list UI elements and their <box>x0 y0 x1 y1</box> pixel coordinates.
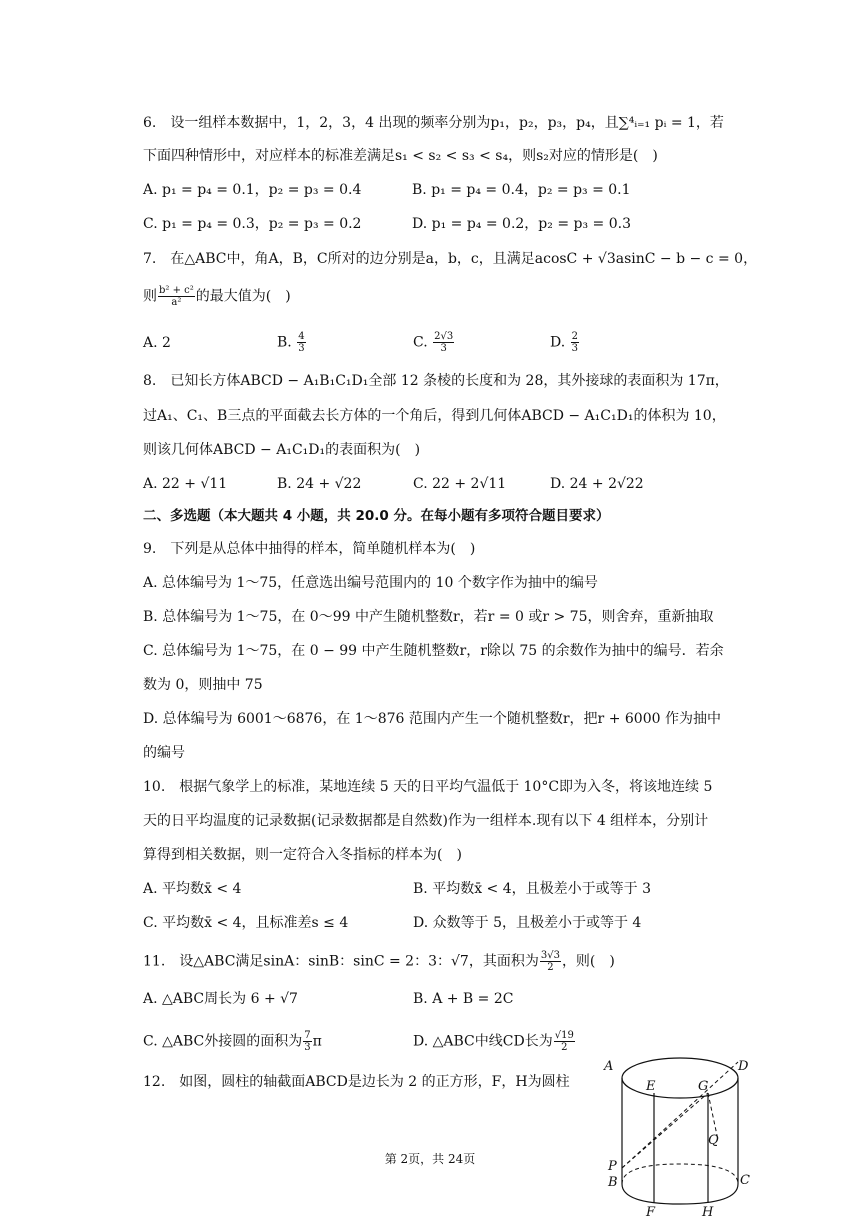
q7-line1: 7. 在△ABC中，角A，B，C所对的边分别是a，b，c，且满足acosC + √3asinC − b − c = 0， <box>143 251 758 267</box>
q11-option-c <box>143 1030 322 1053</box>
q11-option-c-frac <box>303 1030 311 1053</box>
q7-option-d-den: 3 <box>571 343 579 354</box>
q7-line2-post: 的最大值为( ) <box>195 288 291 305</box>
q11-option-c-post: π <box>312 1033 322 1050</box>
q7-option-b-num: 4 <box>298 331 305 342</box>
q11-line1-post: ，则( ) <box>561 953 615 970</box>
q7-option-b <box>277 331 307 354</box>
q9-option-a: A. 总体编号为 1～75，任意选出编号范围内的 10 个数字作为抽中的编号 <box>143 575 598 591</box>
q7-line2 <box>143 285 291 308</box>
q12-line1: 12. 如图，圆柱的轴截面ABCD是边长为 2 的正方形，F，H为圆柱 <box>143 1074 570 1090</box>
q7-option-d-frac <box>571 331 579 354</box>
q11-option-c-den: 3 <box>304 1042 311 1053</box>
q7-frac-den: a² <box>171 297 182 308</box>
q6-option-a: A. p₁ = p₄ = 0.1，p₂ = p₃ = 0.4 <box>143 182 362 198</box>
figure-label-c: C <box>740 1173 750 1188</box>
q9-line1: 9. 下列是从总体中抽得的样本，简单随机样本为( ) <box>143 541 476 557</box>
q11-option-a: A. △ABC周长为 6 + √7 <box>143 991 298 1007</box>
q10-line2: 天的日平均温度的记录数据(记录数据都是自然数)作为一组样本.现有以下 4 组样本，分别计 <box>143 813 709 829</box>
q6-option-c: C. p₁ = p₄ = 0.3，p₂ = p₃ = 0.2 <box>143 216 362 232</box>
figure-label-f: F <box>646 1205 656 1216</box>
q7-option-c <box>413 331 455 354</box>
figure-label-g: G <box>698 1079 709 1094</box>
q7-option-c-frac <box>433 331 454 354</box>
q8-line3: 则该几何体ABCD − A₁C₁D₁的表面积为( ) <box>143 442 421 458</box>
q8-option-b: B. 24 + √22 <box>277 476 362 492</box>
q8-option-a: A. 22 + √11 <box>143 476 228 492</box>
q7-option-c-den: 3 <box>440 343 447 354</box>
q11-option-d-den: 2 <box>561 1042 568 1053</box>
figure-label-q: Q <box>708 1133 719 1148</box>
figure-label-e: E <box>646 1079 656 1094</box>
q10-line3: 算得到相关数据，则一定符合入冬指标的样本为( ) <box>143 847 462 863</box>
q7-option-b-den: 3 <box>298 343 305 354</box>
q9-option-d-line2: 的编号 <box>143 745 185 761</box>
q11-option-b: B. A + B = 2C <box>413 991 514 1007</box>
figure-label-d: D <box>738 1059 749 1074</box>
q8-line1: 8. 已知长方体ABCD − A₁B₁C₁D₁全部 12 条棱的长度和为 28，其外接球的表面积为 17π， <box>143 373 729 389</box>
q11-line1 <box>143 950 615 973</box>
figure-label-a: A <box>604 1059 614 1074</box>
q6-line1: 6. 设一组样本数据中，1，2，3，4 出现的频率分别为p₁，p₂，p₃，p₄，且∑⁴ᵢ₌₁ pᵢ = 1，若 <box>143 115 724 131</box>
q7-option-b-frac <box>297 331 305 354</box>
q7-option-c-label: C. <box>413 334 428 351</box>
q11-area-den: 2 <box>547 962 554 973</box>
q6-line2: 下面四种情形中，对应样本的标准差满足s₁ < s₂ < s₃ < s₄，则s₂对应的情形是( ) <box>143 148 658 164</box>
q11-option-c-pre: C. △ABC外接圆的面积为 <box>143 1033 303 1050</box>
q7-option-c-num: 2√3 <box>434 331 454 342</box>
q8-option-d: D. 24 + 2√22 <box>550 476 644 492</box>
section-heading-multiple-choice: 二、多选题（本大题共 4 小题，共 20.0 分。在每小题有多项符合题目要求） <box>143 508 610 524</box>
q6-option-d: D. p₁ = p₄ = 0.2，p₂ = p₃ = 0.3 <box>412 216 631 232</box>
q7-fraction <box>158 285 195 308</box>
figure-label-h: H <box>702 1205 714 1216</box>
q11-option-d-num: √19 <box>554 1030 574 1041</box>
q8-option-c: C. 22 + 2√11 <box>413 476 507 492</box>
figure-label-p: P <box>608 1159 617 1174</box>
q7-option-d-label: D. <box>550 334 566 351</box>
q7-option-d <box>550 331 580 354</box>
q11-option-c-num: 7 <box>304 1030 311 1041</box>
q10-option-b: B. 平均数x̄ < 4，且极差小于或等于 3 <box>413 881 651 897</box>
page-footer: 第 2页，共 24页 <box>384 1152 476 1166</box>
q9-option-c-line2: 数为 0，则抽中 75 <box>143 677 263 693</box>
q7-option-d-num: 2 <box>571 331 579 342</box>
figure-label-b: B <box>608 1175 618 1190</box>
q11-option-d-frac <box>554 1030 575 1053</box>
q7-option-b-label: B. <box>277 334 292 351</box>
q9-option-b: B. 总体编号为 1～75，在 0～99 中产生随机整数r，若r = 0 或r > 75，则舍弃，重新抽取 <box>143 609 714 625</box>
q11-option-d-pre: D. △ABC中线CD长为 <box>413 1033 553 1050</box>
q11-line1-pre: 11. 设△ABC满足sinA：sinB：sinC = 2：3：√7，其面积为 <box>143 953 539 970</box>
q10-line1: 10. 根据气象学上的标准，某地连续 5 天的日平均气温低于 10°C即为入冬，将该地连续 5 <box>143 779 713 795</box>
cylinder-figure <box>600 1052 760 1216</box>
q9-option-c-line1: C. 总体编号为 1～75，在 0 − 99 中产生随机整数r，r除以 75 的余数作为抽中的编号．若余 <box>143 643 724 659</box>
q9-option-d-line1: D. 总体编号为 6001～6876，在 1～876 范围内产生一个随机整数r，把r + 6000 作为抽中 <box>143 711 721 727</box>
q6-option-b: B. p₁ = p₄ = 0.4，p₂ = p₃ = 0.1 <box>412 182 631 198</box>
q11-option-d <box>413 1030 576 1053</box>
q11-area-frac <box>540 950 561 973</box>
q7-option-a: A. 2 <box>143 335 171 351</box>
q10-option-a: A. 平均数x̄ < 4 <box>143 881 242 897</box>
q8-line2: 过A₁、C₁、B三点的平面截去长方体的一个角后，得到几何体ABCD − A₁C₁D₁的体积为 10， <box>143 408 726 424</box>
q10-option-d: D. 众数等于 5，且极差小于或等于 4 <box>413 915 642 931</box>
q7-frac-num: b² + c² <box>159 285 194 296</box>
q10-option-c: C. 平均数x̄ < 4，且标准差s ≤ 4 <box>143 915 349 931</box>
q7-line2-pre: 则 <box>143 288 157 305</box>
q11-area-num: 3√3 <box>540 950 560 961</box>
